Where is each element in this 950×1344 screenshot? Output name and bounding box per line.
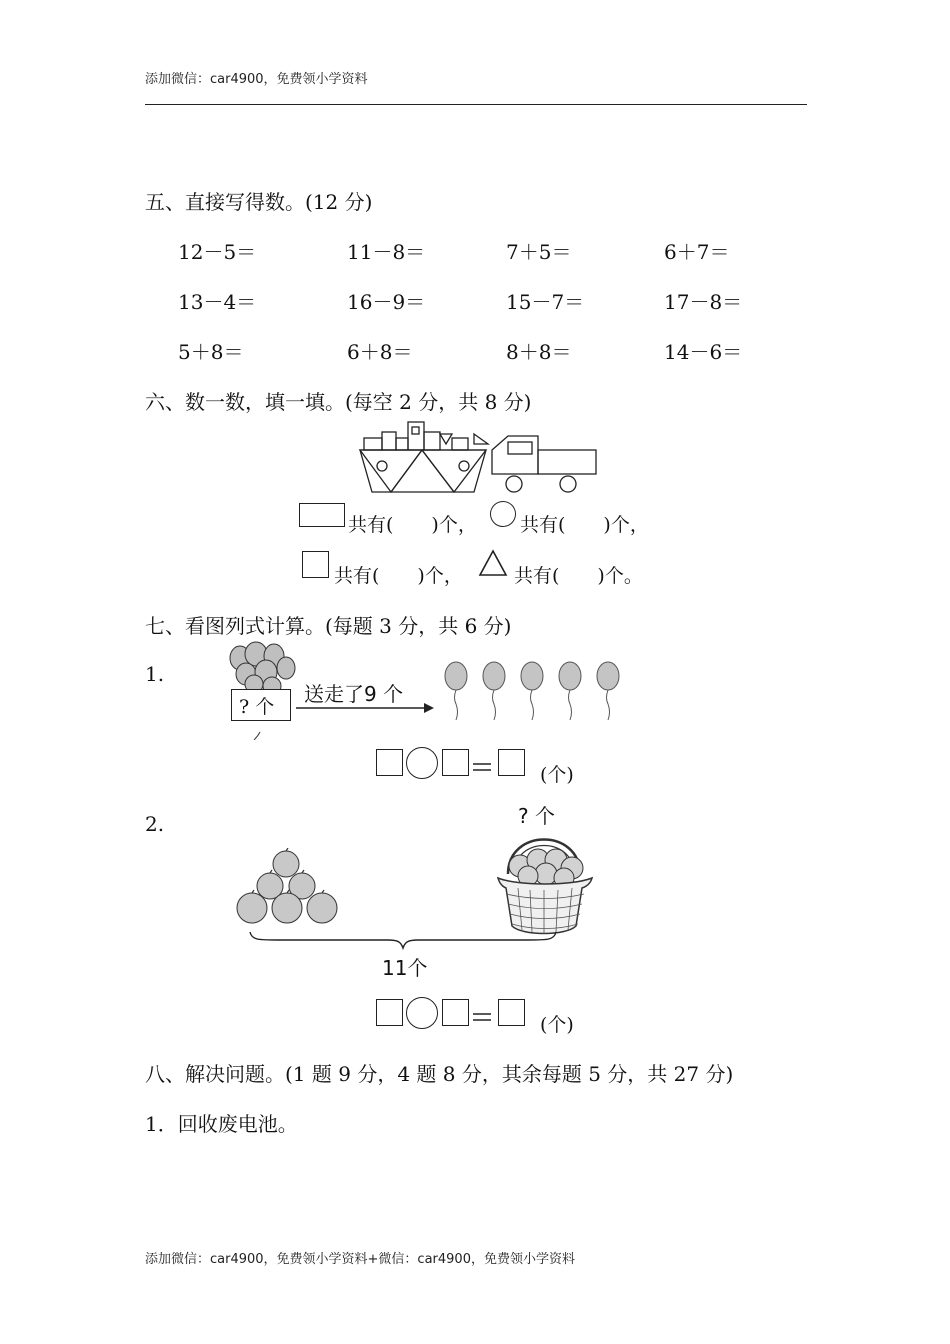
section8-question-1: 1．回收废电池。 (145, 1112, 298, 1136)
equation: 8＋8＝ (506, 340, 572, 364)
question-label: ? 个 (518, 804, 555, 828)
fill-blank-text: 共有( )个， (348, 514, 477, 536)
answer-box[interactable] (498, 999, 525, 1026)
answer-box[interactable] (376, 749, 403, 776)
unit-label: (个) (540, 1014, 574, 1036)
ship-truck-figure (356, 420, 606, 496)
equation: 12－5＝ (178, 240, 257, 264)
page-footer: 添加微信：car4900，免费领小学资料+微信：car4900，免费领小学资料 (145, 1252, 575, 1267)
operator-circle[interactable] (406, 997, 438, 1029)
unit-label: (个) (540, 764, 574, 786)
section8-title: 八、解决问题。(1 题 9 分，4 题 8 分，其余每题 5 分，共 27 分) (145, 1062, 734, 1086)
arrow-label: 送走了9 个 (304, 682, 404, 706)
equation: 5＋8＝ (178, 340, 244, 364)
question-label: ? 个 (239, 696, 275, 718)
answer-box[interactable] (442, 749, 469, 776)
header-divider (145, 104, 807, 105)
square-shape-icon (302, 551, 329, 578)
equation: 11－8＝ (347, 240, 426, 264)
section7-title: 七、看图列式计算。(每题 3 分，共 6 分) (145, 614, 512, 638)
fill-blank-text: 共有( )个， (334, 565, 463, 587)
answer-box[interactable] (442, 999, 469, 1026)
operator-circle[interactable] (406, 747, 438, 779)
equals-sign-icon (471, 1010, 493, 1024)
rectangle-shape-icon (299, 503, 345, 527)
equation: 14－6＝ (664, 340, 743, 364)
equation: 7＋5＝ (506, 240, 572, 264)
circle-shape-icon (490, 501, 516, 527)
equals-sign-icon (471, 760, 493, 774)
triangle-shape-icon (478, 549, 508, 577)
equation: 17－8＝ (664, 290, 743, 314)
equation: 6＋7＝ (664, 240, 730, 264)
apple-basket-icon (492, 826, 598, 940)
total-label: 11个 (382, 956, 428, 980)
fill-blank-text: 共有( )个。 (514, 565, 643, 587)
answer-box[interactable] (498, 749, 525, 776)
fill-blank-text: 共有( )个， (520, 514, 649, 536)
curly-brace-icon (248, 930, 558, 952)
question-number: 1. (145, 662, 165, 686)
right-arrow-icon (296, 700, 436, 716)
balloons-row-icon (438, 660, 628, 722)
section5-title: 五、直接写得数。(12 分) (145, 190, 373, 214)
equation: 6＋8＝ (347, 340, 413, 364)
page-header: 添加微信：car4900，免费领小学资料 (145, 72, 368, 87)
equation: 15－7＝ (506, 290, 585, 314)
equation: 13－4＝ (178, 290, 257, 314)
apple-pile-icon (234, 848, 342, 926)
section6-title: 六、数一数，填一填。(每空 2 分，共 8 分) (145, 390, 532, 414)
question-number: 2. (145, 812, 165, 836)
equation: 16－9＝ (347, 290, 426, 314)
answer-box[interactable] (376, 999, 403, 1026)
